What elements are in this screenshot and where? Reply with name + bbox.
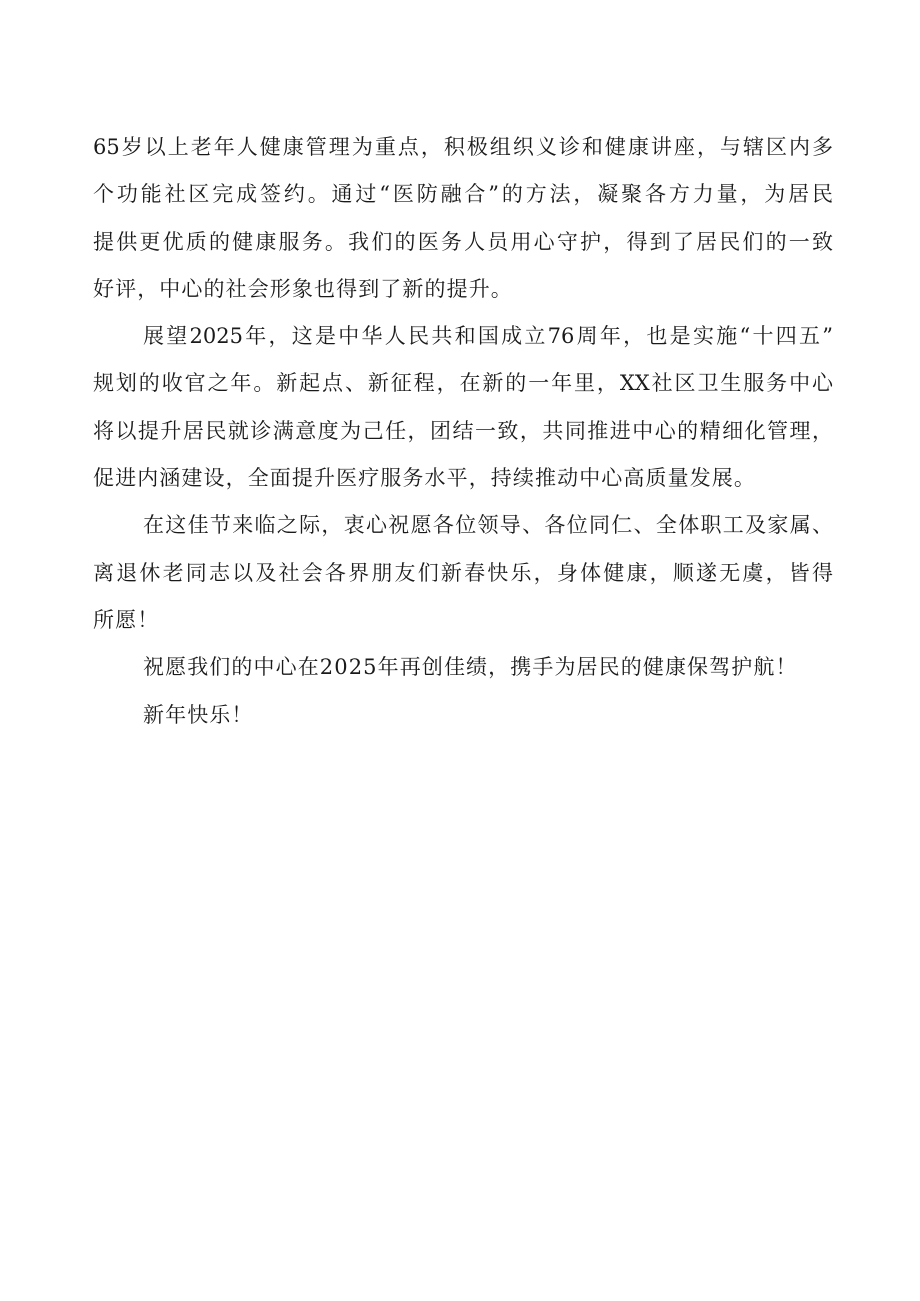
paragraph-health-services bbox=[93, 124, 838, 313]
text-line: 离退休老同志以及社会各界朋友们新春快乐，身体健康，顺遂无虞，皆得 bbox=[93, 560, 833, 585]
text-line: 将以提升居民就诊满意度为己任，团结一致，共同推进中心的精细化管理， bbox=[93, 418, 833, 443]
document-body bbox=[93, 124, 838, 739]
paragraph-blessing bbox=[93, 644, 838, 691]
text-line: 提供更优质的健康服务。我们的医务人员用心守护，得到了居民们的一致 bbox=[93, 229, 833, 254]
closing-greeting: 新年快乐！ bbox=[143, 702, 254, 727]
text-line: 展望2025年，这是中华人民共和国成立76周年，也是实施“十四五” bbox=[143, 324, 833, 349]
text-line: 个功能社区完成签约。通过“医防融合”的方法，凝聚各方力量，为居民 bbox=[93, 182, 833, 207]
paragraph-closing bbox=[93, 692, 838, 739]
text-line: 好评，中心的社会形象也得到了新的提升。 bbox=[93, 276, 513, 301]
paragraph-holiday-wishes bbox=[93, 502, 838, 644]
text-line: 促进内涵建设，全面提升医疗服务水平，持续推动中心高质量发展。 bbox=[93, 466, 756, 491]
paragraph-outlook-2025 bbox=[93, 313, 838, 502]
text-line: 规划的收官之年。新起点、新征程，在新的一年里，XX社区卫生服务中心 bbox=[93, 371, 833, 396]
text-line: 祝愿我们的中心在2025年再创佳绩，携手为居民的健康保驾护航！ bbox=[143, 655, 798, 680]
text-line: 在这佳节来临之际，衷心祝愿各位领导、各位同仁、全体职工及家属、 bbox=[143, 513, 833, 538]
text-line: 65岁以上老年人健康管理为重点，积极组织义诊和健康讲座，与辖区内多 bbox=[93, 135, 833, 159]
text-line: 所愿！ bbox=[93, 607, 160, 632]
